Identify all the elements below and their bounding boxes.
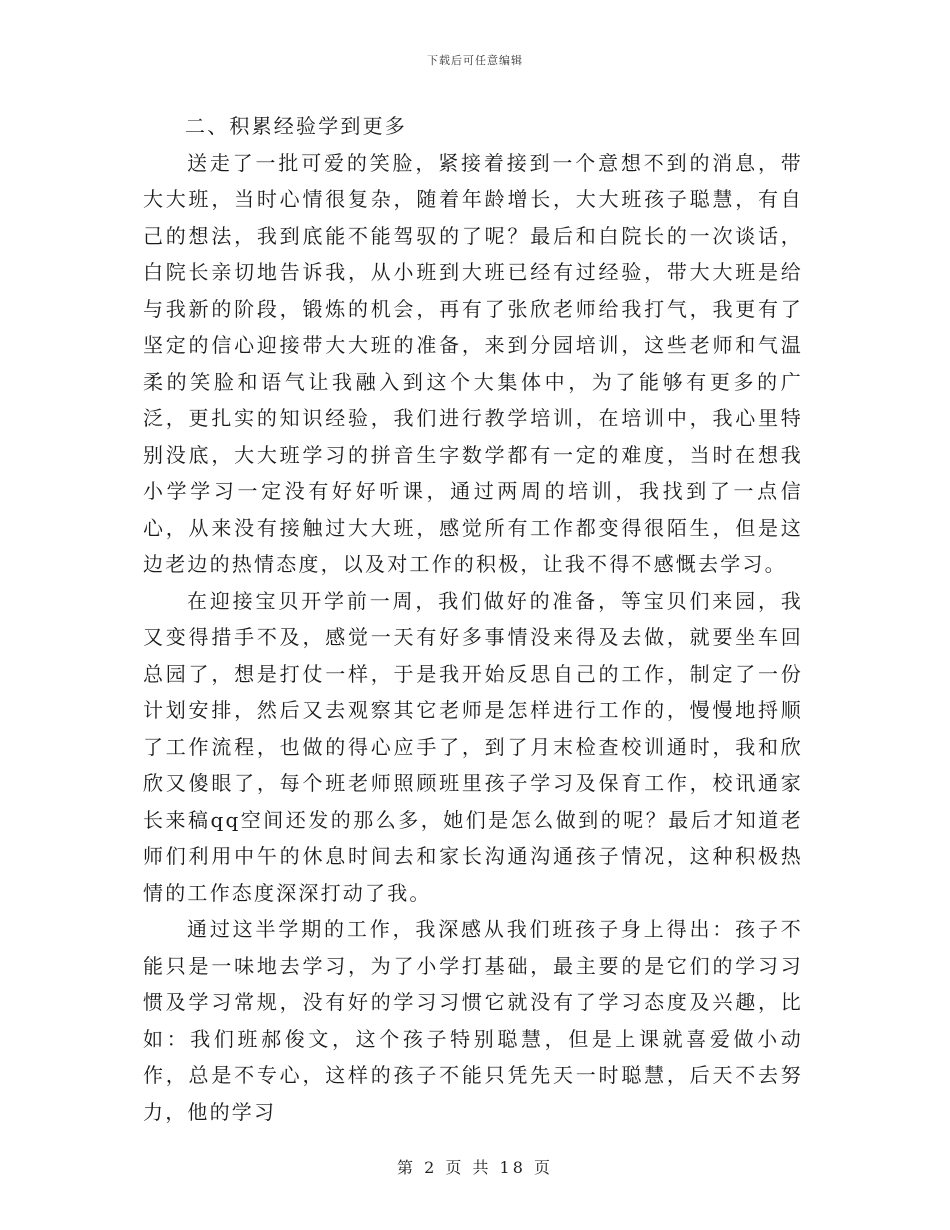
page-number-footer: 第 2 页 共 18 页 [397,1158,553,1177]
paragraph-1: 送走了一批可爱的笑脸，紧接着接到一个意想不到的消息，带大大班，当时心情很复杂，随着年龄增长，大大班孩子聪慧，有自己的想法，我到底能不能驾驭的了呢？最后和白院长的一次谈话，白院长亲切地告诉我，从小班到大班已经有过经验，带大大班是给与我新的阶段，锻炼的机会，再有了张欣老师给我打气，我更有了坚定的信心迎接带大大班的准备，来到分园培训，这些老师和气温柔的笑脸和语气让我融入到这个大集体中，为了能够有更多的广泛，更扎实的知识经验，我们进行教学培训，在培训中，我心里特别没底，大大班学习的拼音生字数学都有一定的难度，当时在想我小学学习一定没有好好听课，通过两周的培训，我找到了一点信心，从来没有接触过大大班，感觉所有工作都变得很陌生，但是这边老边的热情态度，以及对工作的积极，让我不得不感慨去学习。 [143,150,803,576]
page-header: 下载后可任意编辑 [427,54,523,67]
document-body [143,108,803,1130]
paragraph-2: 在迎接宝贝开学前一周，我们做好的准备，等宝贝们来园，我又变得措手不及，感觉一天有好多事情没来得及去做，就要坐车回总园了，想是打仗一样，于是我开始反思自己的工作，制定了一份计划安排，然后又去观察其它老师是怎样进行工作的，慢慢地捋顺了工作流程，也做的得心应手了，到了月末检查校训通时，我和欣欣又傻眼了，每个班老师照顾班里孩子学习及保育工作，校讯通家长来稿qq空间还发的那么多，她们是怎么做到的呢？最后才知道老师们利用中午的休息时间去和家长沟通沟通孩子情况，这种积极热情的工作态度深深打动了我。 [143,588,803,905]
paragraph-3: 通过这半学期的工作，我深感从我们班孩子身上得出：孩子不能只是一味地去学习，为了小学打基础，最主要的是它们的学习习惯及学习常规，没有好的学习习惯它就没有了学习态度及兴趣，比如：我们班郝俊文，这个孩子特别聪慧，但是上课就喜爱做小动作，总是不专心，这样的孩子不能只凭先天一时聪慧，后天不去努力，他的学习 [143,917,803,1124]
section-title: 二、积累经验学到更多 [185,114,407,138]
